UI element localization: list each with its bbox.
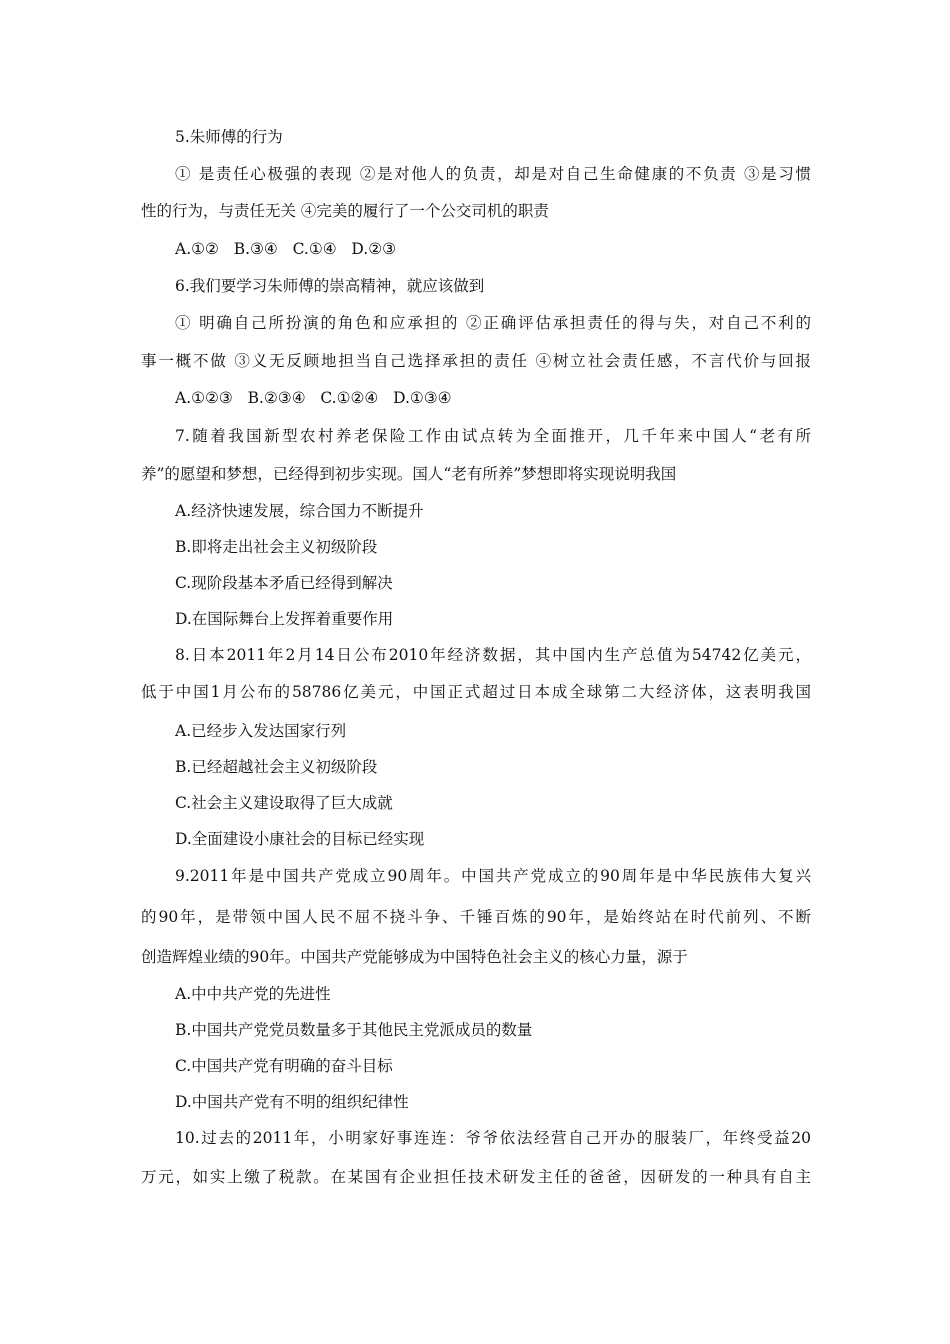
- q5-choices: A.①② B.③④ C.①④ D.②③: [175, 240, 396, 258]
- q9-stem-line-1: 9.2011年是中国共产党成立90周年。中国共产党成立的90周年是中华民族伟大复兴: [175, 867, 811, 885]
- q10-stem-line-2: 万元，如实上缴了税款。在某国有企业担任技术研发主任的爸爸，因研发的一种具有自主: [141, 1168, 811, 1186]
- q6-options-line-2: 事一概不做 ③义无反顾地担当自己选择承担的责任 ④树立社会责任感，不言代价与回报: [141, 352, 811, 370]
- q7-option-b: B.即将走出社会主义初级阶段: [175, 538, 378, 556]
- q8-stem-line-1: 8.日本2011年2月14日公布2010年经济数据，其中国内生产总值为54742亿美元，: [175, 646, 811, 664]
- q8-stem-line-2: 低于中国1月公布的58786亿美元，中国正式超过日本成全球第二大经济体，这表明我国: [141, 683, 811, 701]
- q6-stem: 6.我们要学习朱师傅的崇高精神，就应该做到: [175, 277, 485, 295]
- q9-option-a: A.中中共产党的先进性: [175, 985, 331, 1003]
- q9-option-b: B.中国共产党党员数量多于其他民主党派成员的数量: [175, 1021, 533, 1039]
- q7-option-d: D.在国际舞台上发挥着重要作用: [175, 610, 394, 628]
- q7-stem-line-1: 7.随着我国新型农村养老保险工作由试点转为全面推开，几千年来中国人“老有所: [175, 427, 811, 445]
- q7-option-c: C.现阶段基本矛盾已经得到解决: [175, 574, 393, 592]
- q8-option-c: C.社会主义建设取得了巨大成就: [175, 794, 393, 812]
- q5-stem: 5.朱师傅的行为: [175, 128, 283, 146]
- q9-option-c: C.中国共产党有明确的奋斗目标: [175, 1057, 393, 1075]
- q8-option-b: B.已经超越社会主义初级阶段: [175, 758, 378, 776]
- q10-stem-line-1: 10.过去的2011年，小明家好事连连：爷爷依法经营自己开办的服装厂，年终受益20: [175, 1129, 811, 1147]
- q7-stem-line-2: 养”的愿望和梦想，已经得到初步实现。国人“老有所养”梦想即将实现说明我国: [141, 465, 677, 483]
- q5-options-line-2: 性的行为，与责任无关 ④完美的履行了一个公交司机的职责: [141, 202, 549, 220]
- q9-stem-line-2: 的90年，是带领中国人民不屈不挠斗争、千锤百炼的90年，是始终站在时代前列、不断: [141, 908, 811, 926]
- q9-option-d: D.中国共产党有不明的组织纪律性: [175, 1093, 409, 1111]
- q5-options-line-1: ① 是责任心极强的表现 ②是对他人的负责，却是对自己生命健康的不负责 ③是习惯: [175, 165, 811, 183]
- q7-option-a: A.经济快速发展，综合国力不断提升: [175, 502, 424, 520]
- q9-stem-line-3: 创造辉煌业绩的90年。中国共产党能够成为中国特色社会主义的核心力量，源于: [141, 948, 688, 966]
- q8-option-d: D.全面建设小康社会的目标已经实现: [175, 830, 425, 848]
- q6-options-line-1: ① 明确自己所扮演的角色和应承担的 ②正确评估承担责任的得与失，对自己不利的: [175, 314, 811, 332]
- q8-option-a: A.已经步入发达国家行列: [175, 722, 347, 740]
- q6-choices: A.①②③ B.②③④ C.①②④ D.①③④: [175, 389, 452, 407]
